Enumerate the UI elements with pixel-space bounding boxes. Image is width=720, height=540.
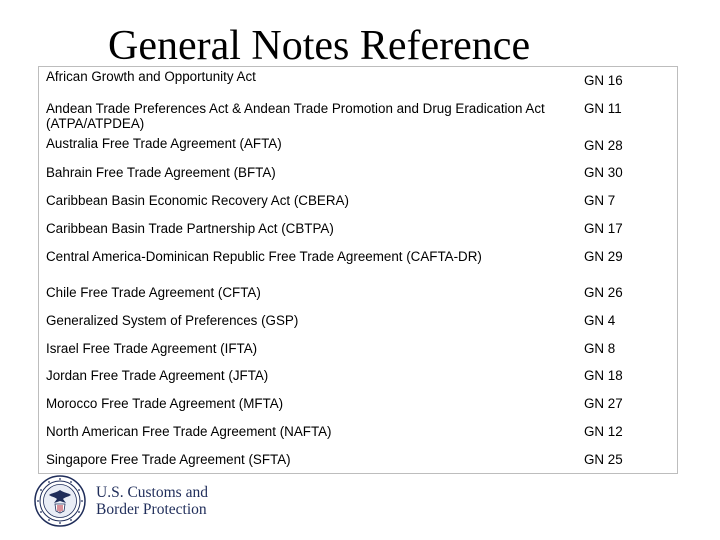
- agreement-name: Israel Free Trade Agreement (IFTA): [46, 341, 258, 356]
- general-note-code: GN 18: [584, 368, 623, 383]
- general-note-code: GN 7: [584, 193, 616, 208]
- agreement-name: Caribbean Basin Economic Recovery Act (CBERA): [46, 193, 349, 208]
- agreement-name: Generalized System of Preferences (GSP): [46, 313, 299, 328]
- general-note-code: GN 11: [584, 101, 622, 116]
- cbp-logo: [34, 475, 234, 527]
- general-note-code: GN 4: [584, 313, 616, 328]
- general-note-code: GN 17: [584, 221, 623, 236]
- general-note-code: GN 28: [584, 138, 623, 153]
- general-note-code: GN 25: [584, 452, 623, 467]
- general-note-code: GN 29: [584, 249, 623, 264]
- agreement-name: North American Free Trade Agreement (NAFTA): [46, 424, 332, 439]
- general-note-code: GN 27: [584, 396, 623, 411]
- agreement-name: Chile Free Trade Agreement (CFTA): [46, 285, 261, 300]
- agreement-name: Caribbean Basin Trade Partnership Act (CBTPA): [46, 221, 334, 236]
- agreement-name: Jordan Free Trade Agreement (JFTA): [46, 368, 269, 383]
- page-title: General Notes Reference: [108, 23, 531, 69]
- general-note-code: GN 16: [584, 73, 623, 88]
- general-note-code: GN 26: [584, 285, 623, 300]
- agency-name: U.S. Customs and Border Protection: [96, 484, 208, 518]
- agreement-name: Bahrain Free Trade Agreement (BFTA): [46, 165, 276, 180]
- dhs-seal-icon: [34, 475, 86, 527]
- general-note-code: GN 30: [584, 165, 623, 180]
- agreement-name: Singapore Free Trade Agreement (SFTA): [46, 452, 291, 467]
- agreement-name: Central America-Dominican Republic Free Trade Agreement (CAFTA-DR): [46, 249, 482, 264]
- agreement-name: Morocco Free Trade Agreement (MFTA): [46, 396, 284, 411]
- agreement-name: Australia Free Trade Agreement (AFTA): [46, 136, 282, 151]
- general-note-code: GN 12: [584, 424, 623, 439]
- agreement-name: African Growth and Opportunity Act: [46, 69, 256, 84]
- agreement-name: Andean Trade Preferences Act & Andean Trade Promotion and Drug Eradication Act (ATPA/ATPDEA): [46, 101, 545, 131]
- general-note-code: GN 8: [584, 341, 616, 356]
- reference-table: [38, 66, 678, 474]
